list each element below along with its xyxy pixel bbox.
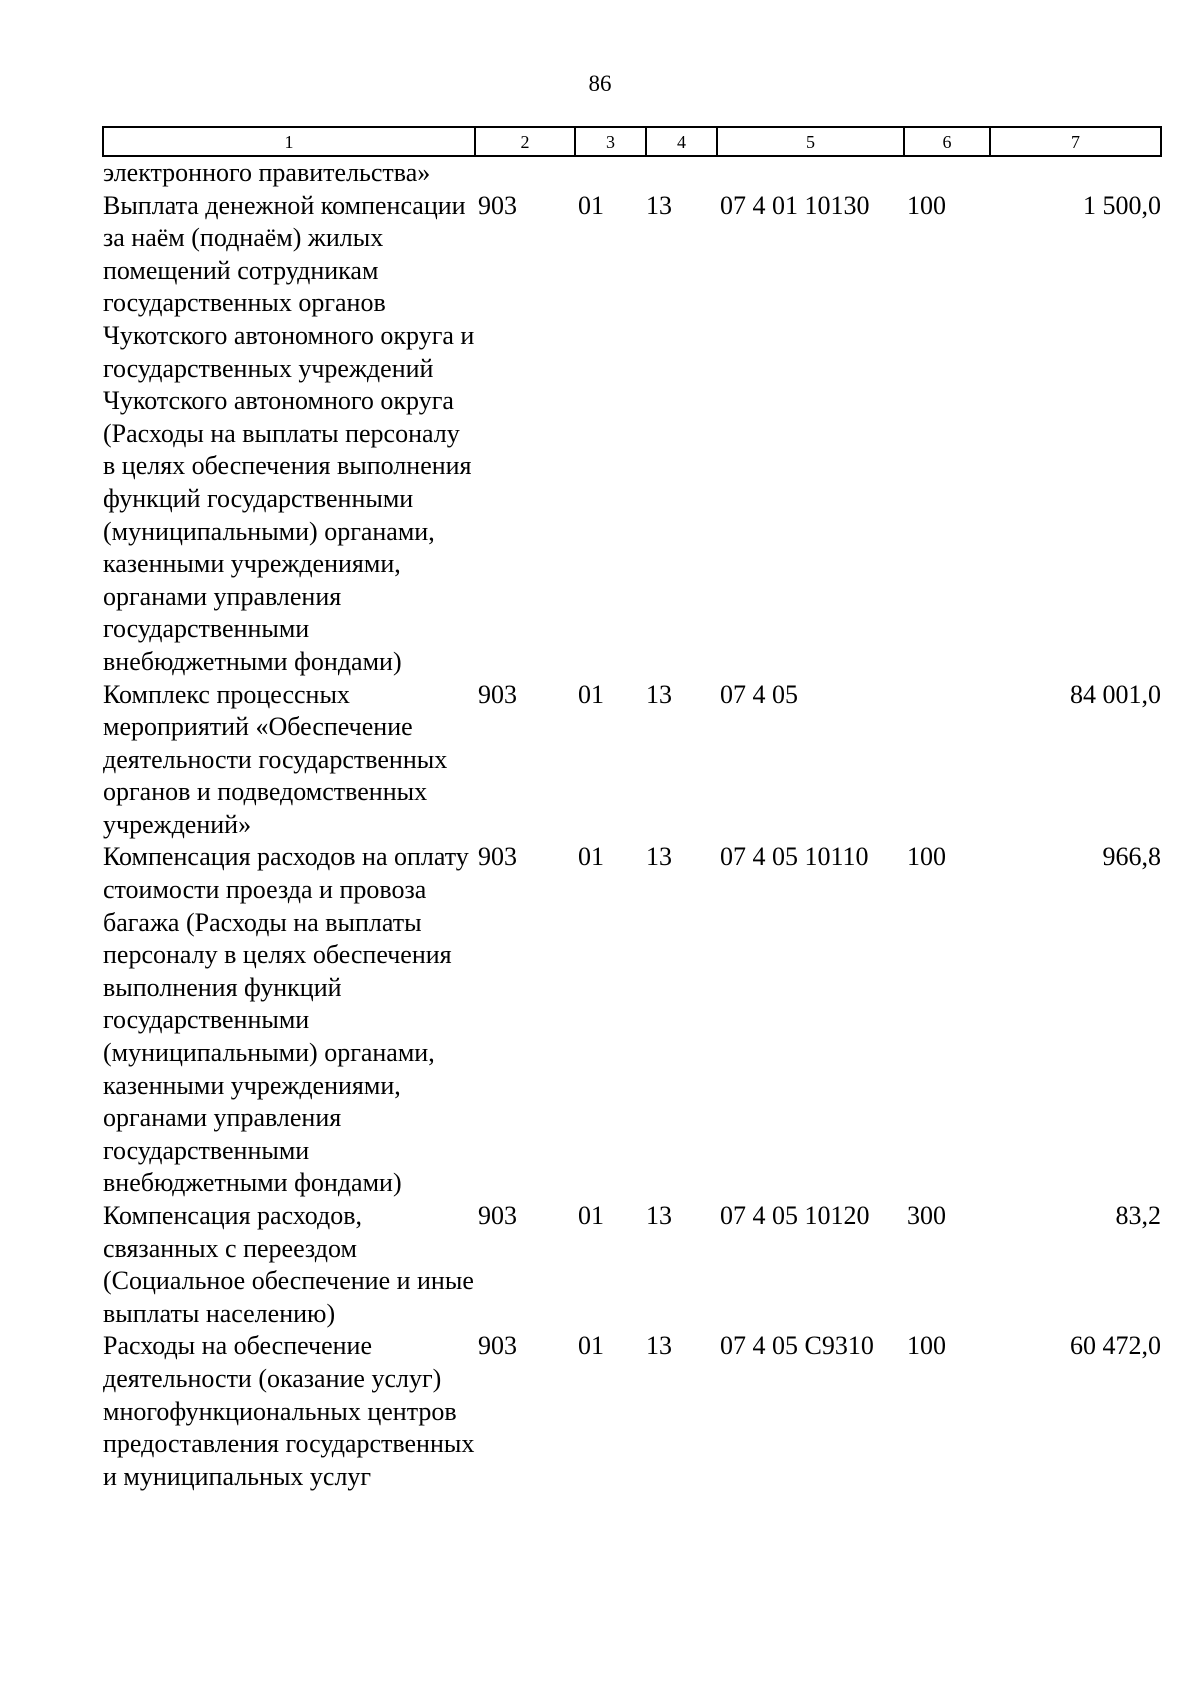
target-article-cell: 07 4 05 10120: [720, 1201, 870, 1230]
amount-cell: 83,2: [1115, 1201, 1161, 1230]
expense-type-cell: 100: [907, 1331, 946, 1361]
column-header-6: 6: [904, 127, 990, 156]
section-code-cell: 01: [578, 679, 604, 709]
table-row: [103, 190, 1161, 679]
column-header-2: 2: [475, 127, 575, 156]
section-code-cell: [575, 156, 646, 190]
expense-type-cell: [904, 156, 990, 190]
row-name-cell: электронного правительства»: [103, 158, 431, 187]
target-article-cell: 07 4 01 10130: [720, 190, 870, 220]
target-article-cell: 07 4 05: [720, 679, 798, 709]
amount-cell: 1 500,0: [1083, 190, 1161, 220]
column-number-header-row: [103, 127, 1161, 156]
expense-type-cell: [904, 679, 990, 842]
ministry-code-cell: 903: [478, 842, 517, 872]
amount-cell: 84 001,0: [1070, 679, 1161, 709]
column-header-4: 4: [646, 127, 717, 156]
row-name-cell: Комплекс процессных мероприятий «Обеспечение деятельности государственных органов и подведомственных учреждений»: [103, 679, 448, 839]
target-article-cell: [717, 156, 904, 190]
subsection-code-cell: 13: [646, 1201, 672, 1230]
ministry-code-cell: 903: [478, 679, 517, 709]
section-code-cell: 01: [578, 842, 604, 872]
expense-type-cell: 300: [907, 1201, 946, 1230]
subsection-code-cell: 13: [646, 842, 672, 872]
table-row: [103, 156, 1161, 190]
amount-cell: 966,8: [1102, 842, 1161, 872]
amount-cell: 60 472,0: [1070, 1331, 1161, 1361]
table-row: [103, 679, 1161, 842]
row-name-cell: Расходы на обеспечение деятельности (оказание услуг) многофункциональных центров предоставления государственных и муниципальных услуг: [103, 1331, 475, 1491]
column-header-1: 1: [103, 127, 475, 156]
ministry-code-cell: 903: [478, 1331, 517, 1361]
section-code-cell: 01: [578, 190, 604, 220]
target-article-cell: 07 4 05 10110: [720, 842, 869, 872]
expense-type-cell: 100: [907, 842, 946, 872]
row-name-cell: Компенсация расходов на оплату стоимости проезда и провоза багажа (Расходы на выплаты персоналу в целях обеспечения выполнения функций государственными (муниципальными) органами, казенными учреждениями, органами управления государственными внебюджетными фондами): [103, 842, 469, 1198]
subsection-code-cell: 13: [646, 1331, 672, 1361]
page-number: 86: [588, 71, 612, 96]
target-article-cell: 07 4 05 С9310: [720, 1331, 874, 1361]
ministry-code-cell: 903: [478, 190, 517, 220]
table-row: [103, 1330, 1161, 1493]
subsection-code-cell: 13: [646, 190, 672, 220]
subsection-code-cell: [646, 156, 717, 190]
ministry-code-cell: [475, 156, 575, 190]
subsection-code-cell: 13: [646, 679, 672, 709]
row-name-cell: Компенсация расходов, связанных с переездом (Социальное обеспечение и иные выплаты населению): [103, 1201, 474, 1328]
column-header-3: 3: [575, 127, 646, 156]
table-row: [103, 1200, 1161, 1330]
amount-cell: [990, 156, 1161, 190]
column-header-7: 7: [990, 127, 1161, 156]
section-code-cell: 01: [578, 1331, 604, 1361]
ministry-code-cell: 903: [478, 1201, 517, 1230]
budget-table: [102, 126, 1162, 1493]
table-row: [103, 841, 1161, 1200]
expense-type-cell: 100: [907, 190, 946, 220]
column-header-5: 5: [717, 127, 904, 156]
row-name-cell: Выплата денежной компенсации за наём (поднаём) жилых помещений сотрудникам государственных органов Чукотского автономного округа и государственных учреждений Чукотского автономного округа (Расходы на выплаты персоналу в целях обеспечения выполнения функций государственными (муниципальными) органами, казенными учреждениями, органами управления государственными внебюджетными фондами): [103, 190, 475, 676]
section-code-cell: 01: [578, 1201, 604, 1230]
